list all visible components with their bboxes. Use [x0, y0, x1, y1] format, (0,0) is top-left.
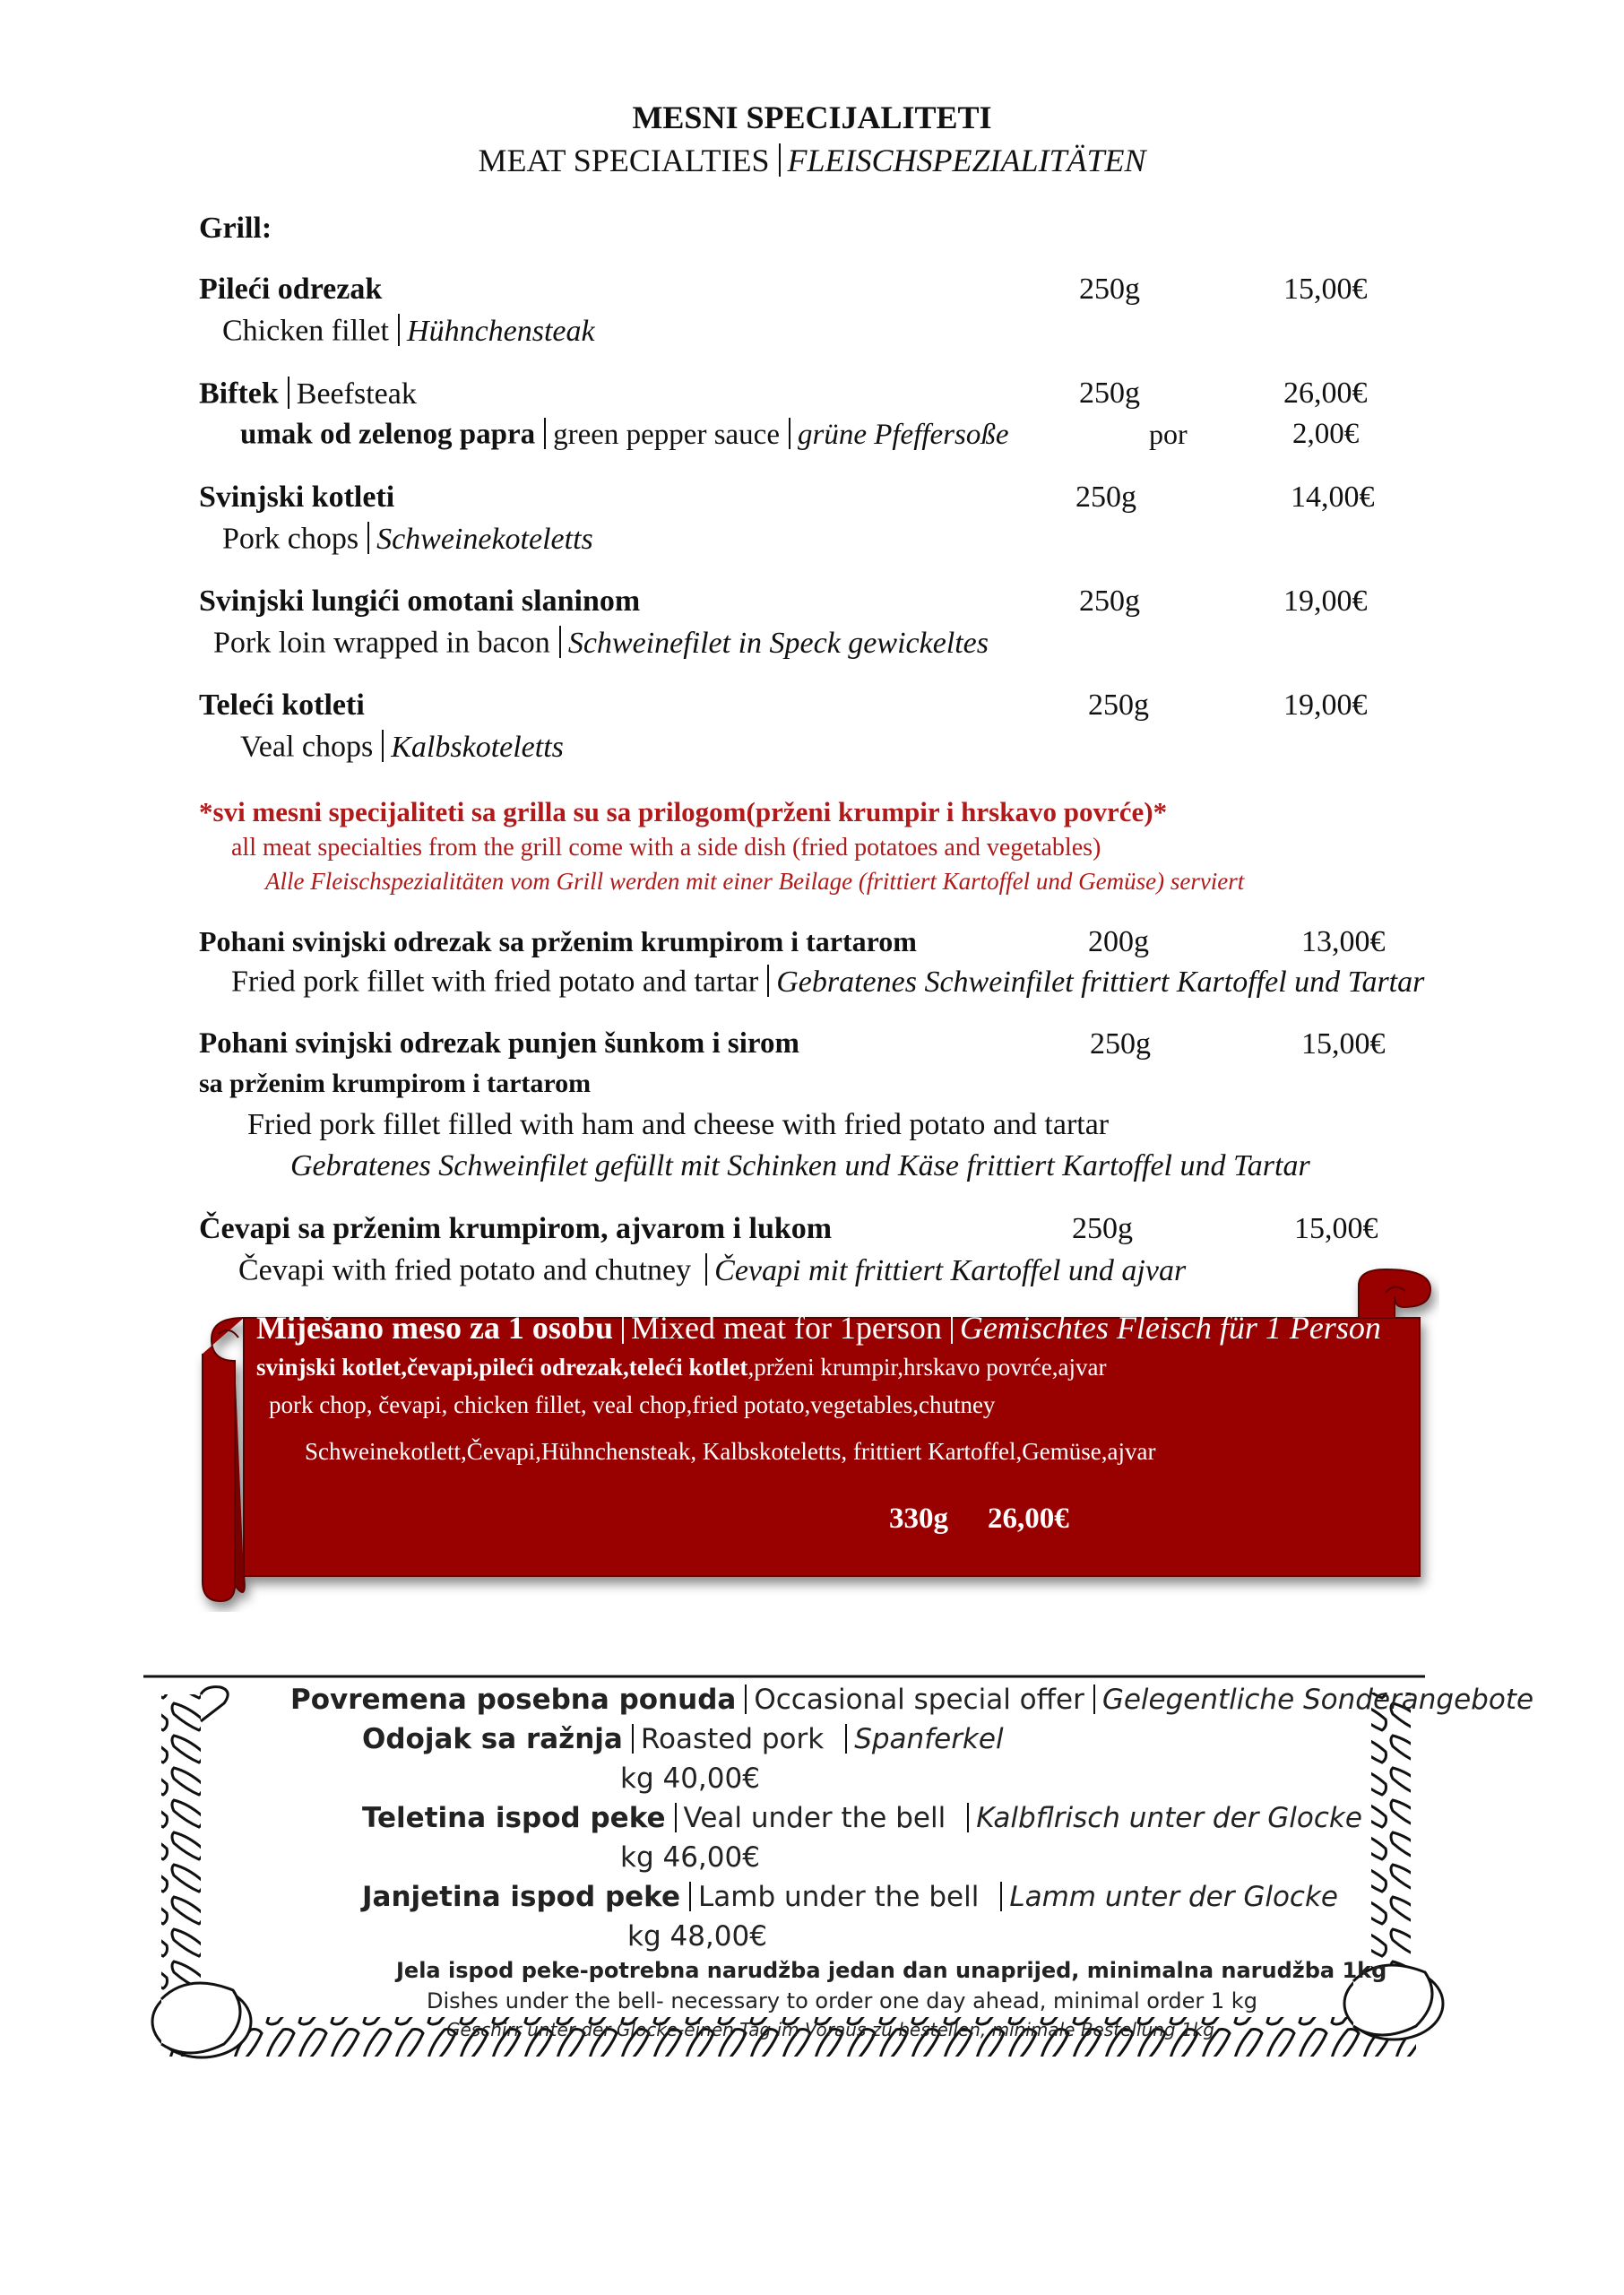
banner-weight: 330g [889, 1503, 948, 1535]
banner-price: 26,00€ [988, 1503, 1069, 1535]
item-weight: 250g [1088, 688, 1149, 722]
item-en: Fried pork fillet with fried potato and tartar [231, 965, 759, 999]
item-weight: 200g [1088, 925, 1149, 958]
banner-title-hr: Miješano meso za 1 osobu [256, 1310, 613, 1346]
offer-row [362, 1723, 1004, 1755]
item-price: 14,00€ [1291, 481, 1375, 514]
offer-en: Roasted pork [623, 1723, 824, 1755]
item-name-cont: sa prženim krumpirom i tartarom [199, 1069, 592, 1098]
item-name: Pohani svinjski odrezak sa prženim krumpirom i tartarom [199, 925, 917, 957]
item-name: Pileći odrezak [199, 273, 383, 306]
item-de: Čevapi mit frittiert Kartoffel und ajvar [696, 1254, 1186, 1287]
banner-line-hr-rest: ,prženi krumpir,hrskavo povrće,ajvar [747, 1354, 1107, 1381]
page-subtitle [0, 142, 1624, 179]
offer-name: Odojak sa ražnja [362, 1723, 623, 1755]
item-price: 26,00€ [1283, 377, 1368, 410]
item-price: 13,00€ [1301, 925, 1386, 958]
item-price: 15,00€ [1294, 1212, 1378, 1245]
offer-price: kg 40,00€ [620, 1762, 760, 1795]
extra-de: grüne Pfeffersoße [780, 419, 1009, 451]
extra-en: green pepper sauce [535, 419, 780, 451]
item-weight: 250g [1079, 377, 1140, 410]
offer-en: Lamb under the bell [680, 1881, 979, 1913]
item-de: Gebratenes Schweinfilet gefüllt mit Schinken und Käse frittiert Kartoffel und Tartar [290, 1149, 1310, 1182]
extra-sauce [240, 418, 1009, 452]
item-de: Hühnchensteak [389, 315, 595, 348]
item-name: Čevapi sa prženim krumpirom, ajvarom i lukom [199, 1212, 833, 1245]
item-weight: 250g [1079, 273, 1140, 306]
item-name [199, 377, 417, 411]
offer-name: Janjetina ispod peke [362, 1881, 680, 1913]
extra-name: umak od zelenog papra [240, 418, 536, 451]
offer-name: Teletina ispod peke [362, 1802, 666, 1834]
banner-title [256, 1309, 1381, 1347]
offer-price: kg 46,00€ [620, 1841, 760, 1874]
item-de: Schweinefilet in Speck gewickeltes [550, 627, 989, 660]
special-note-hr: Jela ispod peke-potrebna narudžba jedan dan unaprijed, minimalna narudžba 1kg [396, 1958, 1387, 1983]
item-weight: 250g [1072, 1212, 1133, 1245]
item-de: Schweinekoteletts [358, 523, 593, 556]
banner-line-hr-bold: svinjski kotlet,čevapi,pileći odrezak,teleći kotlet [256, 1354, 748, 1381]
item-en: Pork chops [222, 522, 359, 556]
item-en: Fried pork fillet filled with ham and cheese with fried potato and tartar [247, 1108, 1110, 1141]
offer-de: Kalbflrisch unter der Glocke [958, 1802, 1362, 1834]
item-en: Veal chops [240, 730, 374, 764]
banner-line-hr [256, 1354, 1106, 1381]
item-en: Čevapi with fried potato and chutney [238, 1253, 692, 1287]
offer-price: kg 48,00€ [627, 1920, 767, 1953]
item-price: 19,00€ [1283, 585, 1368, 618]
offer-row [362, 1802, 1362, 1834]
side-dish-note-en: all meat specialties from the grill come with a side dish (fried potatoes and vegetables) [231, 834, 1101, 862]
offer-row [362, 1881, 1338, 1913]
item-en: Beefsteak [279, 377, 417, 411]
special-note-en: Dishes under the bell- necessary to order one day ahead, minimal order 1 kg [427, 1988, 1257, 2014]
item-translation [222, 314, 595, 349]
extra-unit: por [1149, 418, 1188, 450]
offer-en: Veal under the bell [666, 1802, 946, 1834]
item-name: Pohani svinjski odrezak punjen šunkom i sirom [199, 1027, 799, 1060]
special-title-hr: Povremena posebna ponuda [290, 1684, 737, 1716]
item-price: 15,00€ [1301, 1027, 1386, 1061]
item-weight: 250g [1079, 585, 1140, 618]
offer-de: Lamm unter der Glocke [991, 1881, 1338, 1913]
item-translation [213, 626, 989, 661]
item-name: Svinjski lungići omotani slaninom [199, 585, 641, 618]
item-name-hr: Biftek [199, 377, 279, 411]
item-en: Chicken fillet [222, 314, 390, 348]
item-name: Svinjski kotleti [199, 481, 395, 514]
special-note-de: Geschirr unter der Glocke-einen Tag im Voraus zu bestellen, minimale Bestellung 1kg [446, 2019, 1214, 2040]
extra-price: 2,00€ [1292, 418, 1360, 450]
banner-line-en: pork chop, čevapi, chicken fillet, veal chop,fried potato,vegetables,chutney [269, 1391, 996, 1418]
item-translation [222, 522, 593, 557]
item-price: 15,00€ [1283, 273, 1368, 306]
banner-title-en: Mixed meat for 1person [613, 1310, 942, 1346]
item-weight: 250g [1075, 481, 1136, 514]
item-translation [240, 730, 564, 765]
special-title-de: Gelegentliche Sonderangebote [1084, 1684, 1533, 1716]
item-de: Gebratenes Schweinfilet frittiert Kartoffel und Tartar [758, 966, 1424, 999]
section-label: Grill: [199, 212, 272, 245]
item-de: Kalbskoteletts [373, 731, 564, 764]
special-offer-title [290, 1684, 1533, 1716]
banner-line-de: Schweinekotlett,Čevapi,Hühnchensteak, Kalbskoteletts, frittiert Kartoffel,Gemüse,ajvar [305, 1438, 1156, 1465]
side-dish-note-de: Alle Fleischspezialitäten vom Grill werden mit einer Beilage (frittiert Kartoffel und Gemüse) serviert [265, 868, 1245, 895]
banner-title-de: Gemischtes Fleisch für 1 Person [942, 1310, 1381, 1346]
offer-de: Spanferkel [836, 1723, 1003, 1755]
side-dish-note-hr: *svi mesni specijaliteti sa grilla su sa prilogom(prženi krumpir i hrskavo povrće)* [199, 796, 1168, 827]
item-en: Pork loin wrapped in bacon [213, 626, 550, 660]
item-name: Teleći kotleti [199, 688, 365, 722]
special-title-en: Occasional special offer [736, 1684, 1084, 1716]
item-price: 19,00€ [1283, 688, 1368, 722]
subtitle-de: FLEISCHSPEZIALITÄTEN [770, 143, 1146, 178]
item-translation [231, 965, 1424, 1000]
subtitle-en: MEAT SPECIALTIES [478, 143, 770, 178]
item-weight: 250g [1090, 1027, 1151, 1061]
page-title: MESNI SPECIJALITETI [632, 100, 992, 135]
